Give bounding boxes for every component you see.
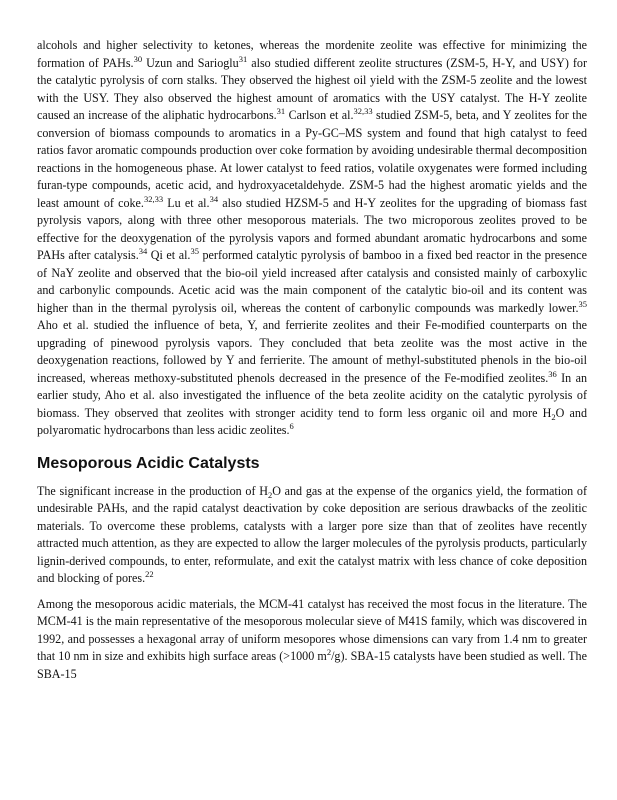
text-run: performed catalytic pyrolysis of bamboo in a fixed bed reactor in the presence of NaY zeolite and observed that the bio-oil yield increased after catalysis and consisted mainly of carboxylic and carbonylic compounds. Acetic acid was the main component of the catalytic bio-oil and its content was higher than in the thermal pyrolysis oil, whereas the content of carbonylic compounds was markedly lower. xyxy=(37,248,587,315)
text-run: Carlson et al. xyxy=(285,108,354,122)
text-run: Among the mesoporous acidic materials, the MCM-41 catalyst has received the most focus in the literature. The MCM-41 is the main representative of the mesoporous molecular sieve of M41S family, which was discovered in 1992, and possesses a hexagonal array of uniform mesopores whose dimensions can vary from 1.4 nm to greater that 10 nm in size and exhibits high surface areas (>1000 m xyxy=(37,596,587,663)
citation-ref: 35 xyxy=(578,298,587,309)
citation-ref: 32,33 xyxy=(143,193,164,204)
text-run: O and polyaromatic hydrocarbons than less acidic zeolites. xyxy=(37,405,588,437)
citation-ref: 31 xyxy=(276,106,286,116)
citation-ref: 31 xyxy=(238,53,248,64)
text-run: also studied HZSM-5 and H-Y zeolites for the upgrading of biomass fast pyrolysis vapors, along with three other mesoporous materials. The two microporous zeolites proved to be effective for the deoxygenation of the pyrolysis vapors and formed abundant aromatic hydrocarbons and some PAHs after catalysis. xyxy=(37,195,588,262)
text-run: also studied different zeolite structures (ZSM-5, H-Y, and USY) for the catalytic pyrolysis of corn stalks. They observed the highest oil yield with the ZSM-5 zeolite and the lowest with the USY. They also observed the highest amount of aromatics with the USY catalyst. The H-Y zeolite caused an increase of the aliphatic hydrocarbons. xyxy=(37,55,588,122)
text-run: alcohols and higher selectivity to ketones, whereas the mordenite zeolite was effective for minimizing the formation of PAHs. xyxy=(37,38,587,70)
chemical-subscript: 2 xyxy=(551,411,556,422)
body-paragraph-2 xyxy=(37,483,587,588)
article-page xyxy=(37,37,587,691)
citation-ref: 30 xyxy=(133,53,143,64)
section-heading: Mesoporous Acidic Catalysts xyxy=(37,454,260,472)
text-run: Uzun and Sarioglu xyxy=(142,55,239,70)
text-run: O and gas at the expense of the organics yield, the formation of undesirable PAHs, and the rapid catalyst deactivation by coke deposition are serious drawbacks of the zeolitic materials. To overcome these problems, catalysts with a larger pore size than that of zeolites have recently attracted much attention, as they are expected to allow the larger molecules of the pyrolysis products, particularly lignin-derived compounds, to enter, reformulate, and exit the catalyst matrix with less chance of coke deposition and blocking of pores. xyxy=(37,483,587,585)
text-run: studied ZSM-5, beta, and Y zeolites for the conversion of biomass compounds to aromatics in a Py-GC–MS system and found that high catalyst to feed ratios favor aromatic compounds production over coke formation by avoiding undesirable thermal decomposition reactions in the homogeneous phase. At lower catalyst to feed ratios, volatile oxygenates were formed including furan-type compounds, acetic acid, and hydroxyacetaldehyde. ZSM-5 had the highest aromatic yields and the least amount of coke. xyxy=(37,108,587,210)
citation-ref: 35 xyxy=(190,246,199,256)
text-run: Qi et al. xyxy=(147,248,191,262)
text-run: /g). SBA-15 catalysts have been studied as well. The SBA-15 xyxy=(37,649,587,681)
citation-ref: 36 xyxy=(548,368,557,379)
text-run: In an earlier study, Aho et al. also investigated the influence of the beta zeolite acidity on the catalytic pyrolysis of biomass. They observed that zeolites with stronger acidity tend to form less organic oil and more H xyxy=(37,370,587,420)
citation-ref: 6 xyxy=(289,421,294,431)
body-paragraph-3 xyxy=(37,596,587,684)
unit-superscript: 2 xyxy=(326,647,332,657)
citation-ref: 34 xyxy=(209,193,219,204)
chemical-subscript: 2 xyxy=(267,489,273,500)
citation-ref: 32,33 xyxy=(353,106,373,116)
text-run: The significant increase in the production of H xyxy=(37,483,268,498)
text-run: Aho et al. studied the influence of beta, Y, and ferrierite zeolites and their Fe-modified counterparts on the upgrading of pinewood pyrolysis vapors. They concluded that beta zeolite was the most active in the deoxygenation reactions, followed by Y and ferrierite. The amount of methyl-substituted phenols in the bio-oil increased, whereas methoxy-substituted phenols decreased in the presence of the Fe-modified zeolites. xyxy=(37,318,587,385)
text-run: Lu et al. xyxy=(163,195,210,210)
citation-ref: 34 xyxy=(138,246,148,256)
body-paragraph-1 xyxy=(37,37,587,440)
citation-ref: 22 xyxy=(145,569,154,579)
